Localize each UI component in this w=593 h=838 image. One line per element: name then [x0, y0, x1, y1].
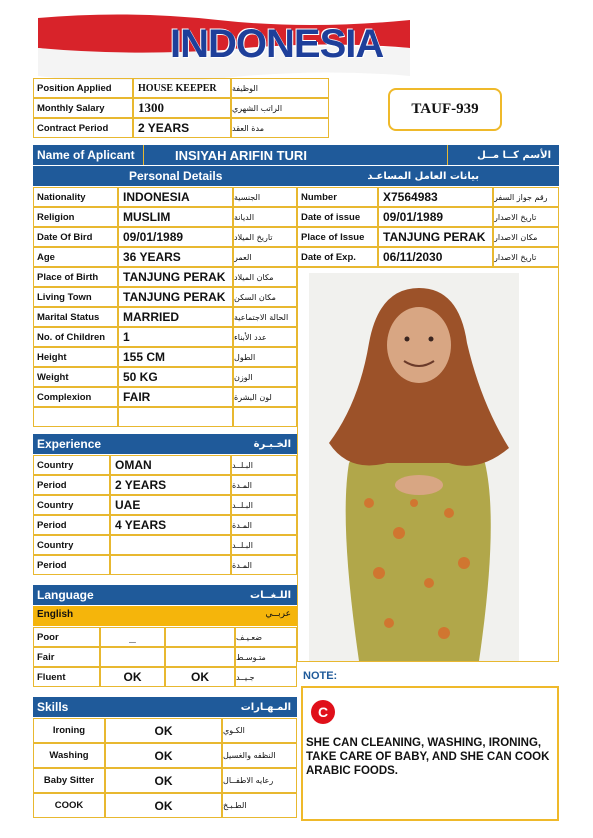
skill-label-ar: رعايه الاطفــال — [222, 768, 297, 793]
personal-label-ar: الطول — [233, 347, 297, 367]
skill-label: Washing — [33, 743, 105, 768]
divider — [447, 145, 448, 165]
personal-label-ar: مكان السكن — [233, 287, 297, 307]
personal-label-ar: العمر — [233, 247, 297, 267]
skill-label-ar: النظفه والغسيل — [222, 743, 297, 768]
divider — [143, 145, 144, 165]
language-level-label: Poor — [33, 627, 100, 647]
experience-label-ar: البـلــد — [231, 455, 297, 475]
experience-title-ar: الخـبـرة — [253, 438, 291, 450]
experience-label-ar: المـدة — [231, 555, 297, 575]
language-english-value: _ — [100, 627, 165, 647]
country-title: INDONESIA — [170, 22, 384, 66]
applicant-name: INSIYAH ARIFIN TURI — [175, 147, 307, 163]
skill-label-ar: الكـوي — [222, 718, 297, 743]
language-level-ar: متـوسـط — [235, 647, 297, 667]
skill-label: COOK — [33, 793, 105, 818]
personal-details-title: Personal Details — [129, 169, 223, 183]
language-header-row — [33, 606, 297, 626]
personal-label-ar: الديانة — [233, 207, 297, 227]
experience-label: Country — [33, 495, 110, 515]
skill-value: OK — [105, 718, 222, 743]
experience-label-ar: البـلــد — [231, 535, 297, 555]
passport-label-ar: تاريخ الاصدار — [493, 247, 559, 267]
job-label-ar: الراتب الشهري — [231, 98, 329, 118]
personal-value: 155 CM — [118, 347, 233, 367]
personal-label: Date Of Bird — [33, 227, 118, 247]
note-text: SHE CAN CLEANING, WASHING, IRONING, TAKE CARE OF BABY, AND SHE CAN COOK ARABIC FOODS. — [306, 737, 550, 777]
experience-value — [110, 535, 231, 555]
language-english-value: OK — [100, 667, 165, 687]
applicant-photo — [309, 273, 519, 661]
personal-value: TANJUNG PERAK — [118, 287, 233, 307]
job-value: 1300 — [133, 98, 231, 118]
experience-bar — [33, 434, 297, 454]
personal-label: Religion — [33, 207, 118, 227]
job-value: HOUSE KEEPER — [133, 78, 231, 98]
language-english-value — [100, 647, 165, 667]
personal-value: 09/01/1989 — [118, 227, 233, 247]
passport-label: Number — [297, 187, 378, 207]
job-label: Monthly Salary — [33, 98, 133, 118]
personal-label-ar: الحالة الاجتماعية — [233, 307, 297, 327]
personal-label: Complexion — [33, 387, 118, 407]
passport-label: Date of Exp. — [297, 247, 378, 267]
job-label: Position Applied — [33, 78, 133, 98]
personal-value: 50 KG — [118, 367, 233, 387]
skills-title: Skills — [37, 700, 69, 714]
personal-label: No. of Children — [33, 327, 118, 347]
language-level-ar: ضعـيـف — [235, 627, 297, 647]
note-box — [301, 686, 559, 821]
passport-label: Place of Issue — [297, 227, 378, 247]
skill-label: Ironing — [33, 718, 105, 743]
experience-value: OMAN — [110, 455, 231, 475]
personal-value: 1 — [118, 327, 233, 347]
personal-value — [118, 407, 233, 427]
experience-title: Experience — [37, 437, 102, 451]
experience-label: Period — [33, 475, 110, 495]
personal-label-ar: تاريخ الميلاد — [233, 227, 297, 247]
language-title: Language — [37, 588, 94, 602]
personal-label: Marital Status — [33, 307, 118, 327]
skills-bar — [33, 697, 297, 717]
passport-label-ar: مكان الاصدار — [493, 227, 559, 247]
passport-label-ar: رقم جواز السفر — [493, 187, 559, 207]
personal-value: 36 YEARS — [118, 247, 233, 267]
reference-code-box — [388, 88, 502, 131]
personal-details-title-ar: بيانات العامل المساعـد — [367, 170, 479, 182]
job-label: Contract Period — [33, 118, 133, 138]
experience-label: Period — [33, 515, 110, 535]
personal-value: MUSLIM — [118, 207, 233, 227]
passport-value: 06/11/2030 — [378, 247, 493, 267]
experience-value: 2 YEARS — [110, 475, 231, 495]
personal-label: Nationality — [33, 187, 118, 207]
experience-value: UAE — [110, 495, 231, 515]
applicant-label: Name of Aplicant — [37, 148, 135, 162]
personal-details-bar — [33, 166, 559, 186]
skill-value: OK — [105, 768, 222, 793]
personal-label: Weight — [33, 367, 118, 387]
experience-value: 4 YEARS — [110, 515, 231, 535]
applicant-bar — [33, 145, 559, 165]
passport-value: 09/01/1989 — [378, 207, 493, 227]
personal-value: MARRIED — [118, 307, 233, 327]
language-arabic-header: عربــي — [265, 609, 291, 619]
language-title-ar: اللـغــات — [250, 589, 291, 601]
personal-label: Height — [33, 347, 118, 367]
experience-label: Country — [33, 455, 110, 475]
experience-label-ar: البـلــد — [231, 495, 297, 515]
language-arabic-value — [165, 647, 235, 667]
language-level-label: Fluent — [33, 667, 100, 687]
skill-value: OK — [105, 793, 222, 818]
note-logo-icon: C — [311, 700, 335, 724]
personal-label: Living Town — [33, 287, 118, 307]
skills-title-ar: المـهـارات — [240, 701, 291, 713]
job-value: 2 YEARS — [133, 118, 231, 138]
note-label: NOTE: — [303, 670, 338, 682]
skill-label-ar: الطـبـخ — [222, 793, 297, 818]
personal-value: TANJUNG PERAK — [118, 267, 233, 287]
language-level-label: Fair — [33, 647, 100, 667]
experience-label-ar: المـدة — [231, 515, 297, 535]
passport-value: X7564983 — [378, 187, 493, 207]
language-level-ar: جـيــد — [235, 667, 297, 687]
personal-label-ar: مكان الميلاد — [233, 267, 297, 287]
language-english-header: English — [37, 609, 74, 620]
personal-label: Place of Birth — [33, 267, 118, 287]
personal-label: Age — [33, 247, 118, 267]
job-label-ar: مدة العقد — [231, 118, 329, 138]
personal-label-ar: لون البشرة — [233, 387, 297, 407]
personal-value: FAIR — [118, 387, 233, 407]
language-arabic-value: OK — [165, 667, 235, 687]
personal-label-ar: عدد الأبناء — [233, 327, 297, 347]
personal-label-ar: الوزن — [233, 367, 297, 387]
language-arabic-value — [165, 627, 235, 647]
skill-label: Baby Sitter — [33, 768, 105, 793]
experience-label: Country — [33, 535, 110, 555]
job-label-ar: الوظيفة — [231, 78, 329, 98]
passport-label-ar: تاريخ الاصدار — [493, 207, 559, 227]
experience-value — [110, 555, 231, 575]
personal-value: INDONESIA — [118, 187, 233, 207]
language-bar — [33, 585, 297, 605]
experience-label-ar: المـدة — [231, 475, 297, 495]
applicant-label-ar: الأسم كــا مــل — [477, 149, 551, 161]
passport-value: TANJUNG PERAK — [378, 227, 493, 247]
personal-label-ar — [233, 407, 297, 427]
personal-label-ar: الجنسية — [233, 187, 297, 207]
experience-label: Period — [33, 555, 110, 575]
skill-value: OK — [105, 743, 222, 768]
personal-label — [33, 407, 118, 427]
reference-code: TAUF-939 — [411, 101, 479, 117]
passport-label: Date of issue — [297, 207, 378, 227]
